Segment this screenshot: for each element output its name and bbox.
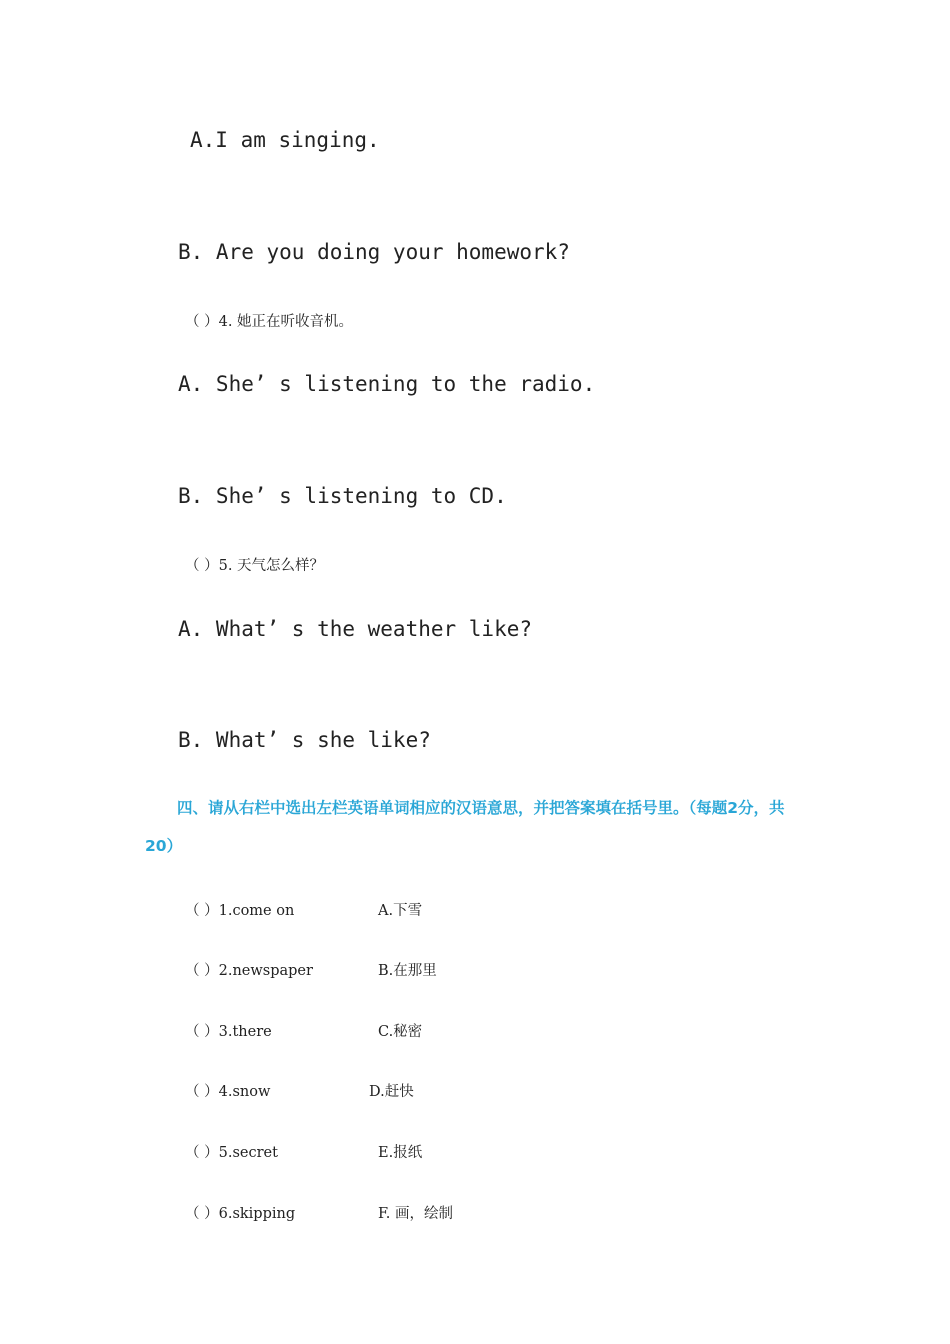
match-left-6: （ ）6.skipping bbox=[185, 1206, 296, 1222]
option-5a: A. What’ s the weather like? bbox=[178, 617, 533, 641]
option-3a: A.I am singing. bbox=[190, 128, 380, 152]
option-3b: B. Are you doing your homework? bbox=[178, 240, 570, 264]
match-left-1: （ ）1.come on bbox=[185, 903, 295, 919]
match-left-5: （ ）5.secret bbox=[185, 1145, 278, 1161]
match-right-4: D.赶快 bbox=[369, 1084, 414, 1100]
option-4b: B. She’ s listening to CD. bbox=[178, 484, 507, 508]
match-right-3: C.秘密 bbox=[378, 1024, 423, 1040]
match-left-4: （ ）4.snow bbox=[185, 1084, 271, 1100]
match-left-2: （ ）2.newspaper bbox=[185, 963, 313, 979]
question-4: （ ）4. 她正在听收音机。 bbox=[185, 314, 354, 330]
match-right-1: A.下雪 bbox=[378, 903, 423, 919]
section4-heading: 四、请从右栏中选出左栏英语单词相应的汉语意思，并把答案填在括号里。（每题2分，共20） bbox=[145, 799, 785, 855]
match-right-2: B.在那里 bbox=[378, 963, 437, 979]
option-4a: A. She’ s listening to the radio. bbox=[178, 372, 596, 396]
option-5b: B. What’ s she like? bbox=[178, 728, 431, 752]
match-right-6: F. 画，绘制 bbox=[378, 1206, 454, 1222]
match-right-5: E.报纸 bbox=[378, 1145, 423, 1161]
match-left-3: （ ）3.there bbox=[185, 1024, 272, 1040]
question-5: （ ）5. 天气怎么样？ bbox=[185, 558, 325, 574]
